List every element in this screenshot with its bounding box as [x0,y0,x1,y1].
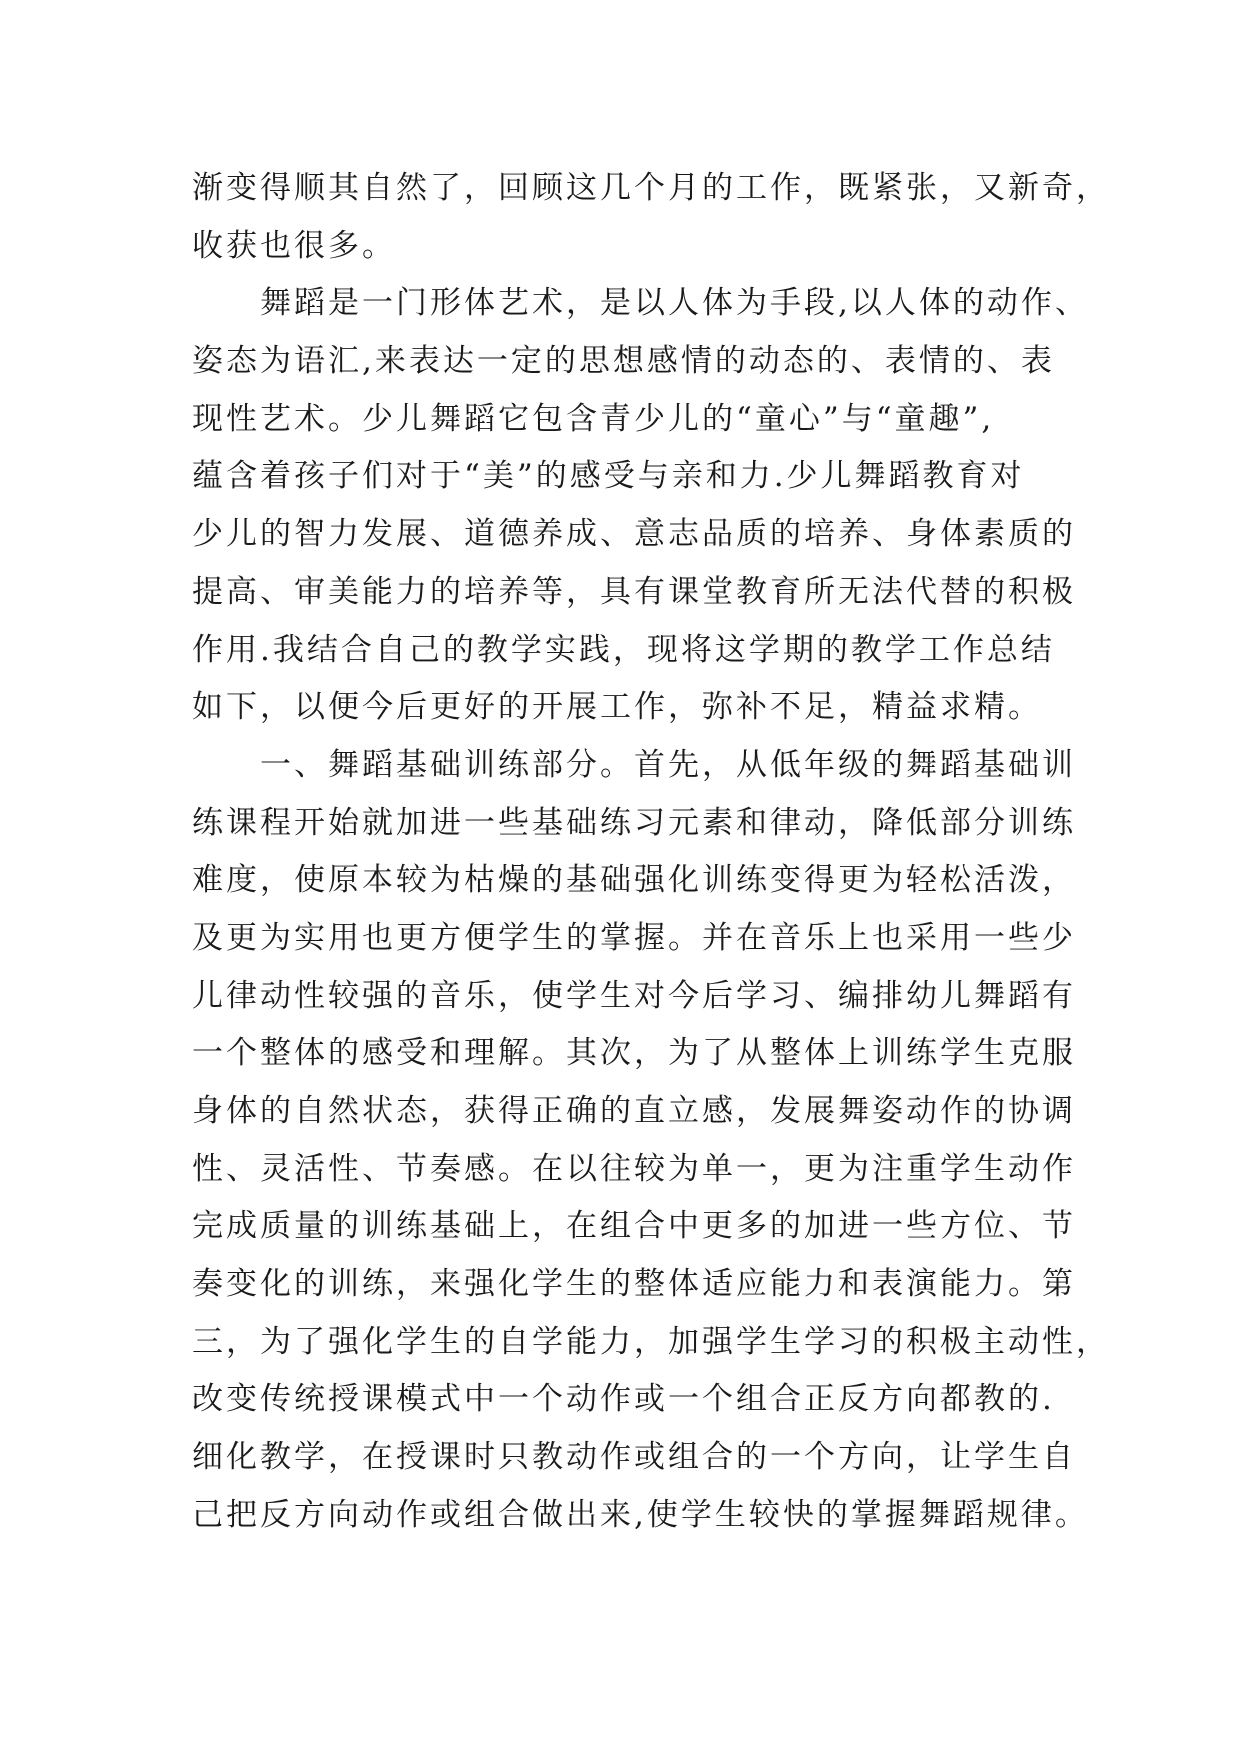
text-line: 奏变化的训练，来强化学生的整体适应能力和表演能力。第 [192,1266,1076,1303]
text-line: 完成质量的训练基础上，在组合中更多的加进一些方位、节 [192,1208,1076,1245]
text-line: 儿律动性较强的音乐，使学生对今后学习、编排幼儿舞蹈有 [192,977,1076,1014]
text-line: 一个整体的感受和理解。其次，为了从整体上训练学生克服 [192,1035,1076,1072]
text-line: 姿态为语汇,来表达一定的思想感情的动态的、表情的、表 [192,343,1055,380]
text-line: 舞蹈是一门形体艺术，是以人体为手段,以人体的动作、 [192,285,1089,322]
body-text [192,160,1110,1545]
text-line: 身体的自然状态，获得正确的直立感，发展舞姿动作的协调 [192,1093,1076,1129]
text-line: 及更为实用也更方便学生的掌握。并在音乐上也采用一些少 [192,919,1076,956]
text-line: 收获也很多。 [192,227,396,264]
text-line: 细化教学，在授课时只教动作或组合的一个方向，让学生自 [192,1439,1076,1476]
text-line: 性、灵活性、节奏感。在以往较为单一，更为注重学生动作 [192,1150,1076,1187]
text-line: 练课程开始就加进一些基础练习元素和律动，降低部分训练 [192,804,1076,841]
text-line: 一、舞蹈基础训练部分。首先，从低年级的舞蹈基础训 [192,746,1076,783]
text-line: 难度，使原本较为枯燥的基础强化训练变得更为轻松活泼， [192,862,1076,899]
text-line: 提高、审美能力的培养等，具有课堂教育所无法代替的积极 [192,573,1076,610]
text-line: 现性艺术。少儿舞蹈它包含青少儿的“童心”与“童趣”, [192,400,995,437]
text-line: 蕴含着孩子们对于“美”的感受与亲和力.少儿舞蹈教育对 [192,458,1025,495]
text-line: 如下，以便今后更好的开展工作，弥补不足，精益求精。 [192,689,1042,726]
text-line: 三，为了强化学生的自学能力，加强学生学习的积极主动性， [192,1323,1110,1360]
text-line: 渐变得顺其自然了，回顾这几个月的工作，既紧张，又新奇， [192,170,1110,206]
text-line: 少儿的智力发展、道德养成、意志品质的培养、身体素质的 [192,516,1076,553]
text-line: 改变传统授课模式中一个动作或一个组合正反方向都教的. [192,1381,1055,1418]
text-line: 己把反方向动作或组合做出来,使学生较快的掌握舞蹈规律。 [192,1496,1089,1533]
text-line: 作用.我结合自己的教学实践，现将这学期的教学工作总结 [192,631,1055,668]
